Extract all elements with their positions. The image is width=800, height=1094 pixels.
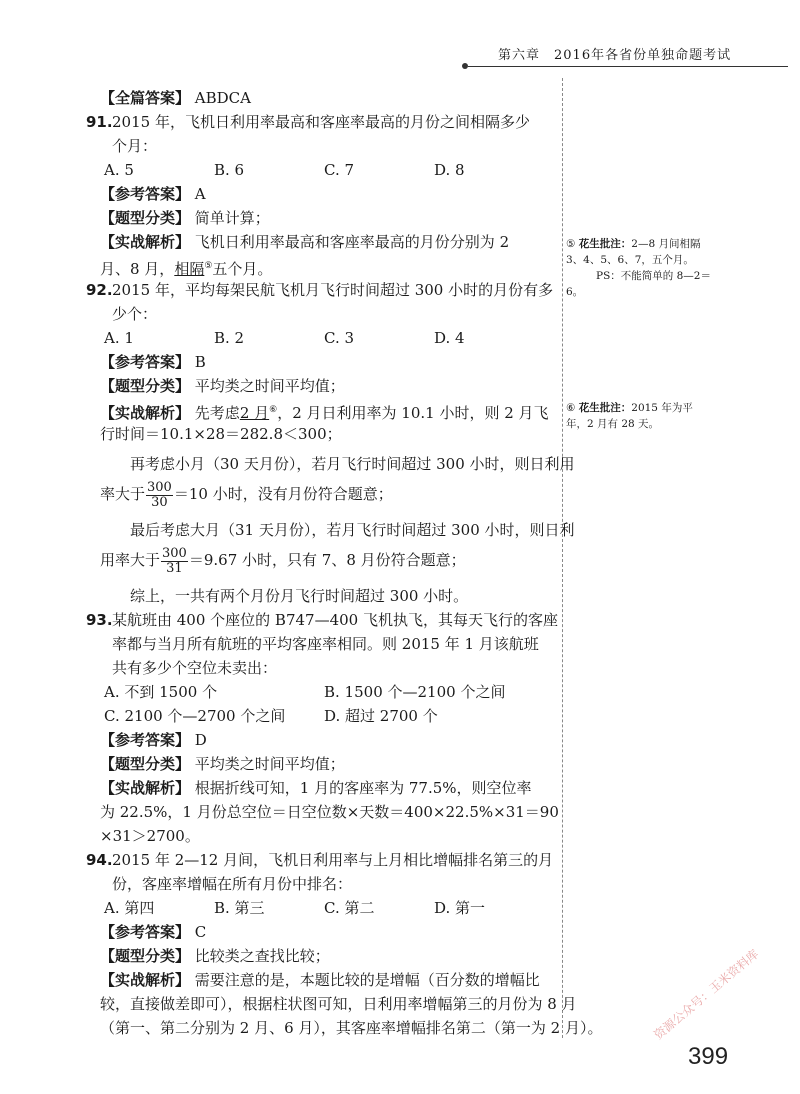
question-text: 少个：	[112, 305, 158, 323]
analysis-text: 根据折线可知，1 月的客座率为 77.5%，则空位率	[194, 779, 532, 797]
option-d: D. 8	[434, 161, 465, 179]
option-d: D. 4	[434, 329, 465, 347]
analysis-text: 飞机日利用率最高和客座率最高的月份分别为 2	[194, 233, 510, 251]
ref-answer-label: 【参考答案】	[100, 353, 191, 371]
option-b: B. 第三	[214, 899, 265, 917]
fraction-denominator: 31	[166, 560, 183, 576]
side-note-6	[566, 400, 726, 432]
type-label: 【题型分类】	[100, 755, 191, 773]
option-c: C. 第二	[324, 899, 375, 917]
analysis-text: 综上，一共有两个月份月飞行时间超过 300 小时。	[130, 587, 469, 605]
analysis-text: 为 22.5%，1 月份总空位＝日空位数×天数＝400×22.5%×31＝90	[100, 803, 559, 821]
side-note-5	[566, 236, 726, 300]
question-text: 2015 年，平均每架民航飞机月飞行时间超过 300 小时的月份有多	[112, 281, 554, 299]
question-text: 共有多少个空位未卖出：	[112, 659, 278, 677]
note-text: 年，2 月有 28 天。	[566, 418, 660, 430]
analysis-text: 先考虑	[194, 404, 240, 422]
options	[100, 158, 550, 182]
options	[100, 896, 550, 920]
column-divider	[562, 78, 563, 1038]
main-column	[86, 86, 603, 1040]
page-number: 399	[688, 1043, 729, 1070]
ref-answer: B	[194, 353, 206, 371]
note-marker: ⑥	[566, 402, 576, 414]
underlined-text: 相隔	[174, 260, 205, 278]
analysis-text: （第一、第二分别为 2 月、6 月），其客座率增幅排名第二（第一为 2 月）。	[100, 1019, 603, 1037]
footnote-marker: ⑥	[269, 405, 278, 415]
note-text: PS：不能简单的 8—2＝	[596, 270, 711, 282]
options	[100, 704, 550, 728]
question-number: 92.	[86, 281, 113, 299]
option-b: B. 2	[214, 329, 245, 347]
option-a: A. 5	[104, 161, 134, 179]
analysis-text: 用率大于	[100, 551, 161, 569]
options	[100, 680, 550, 704]
question-text: 2015 年 2—12 月间，飞机日利用率与上月相比增幅排名第三的月	[112, 851, 554, 869]
header-rule	[468, 66, 788, 67]
note-text: 6。	[566, 286, 584, 298]
type-value: 平均类之时间平均值；	[194, 755, 345, 773]
note-text: 2—8 月间相隔	[631, 238, 701, 250]
analysis-text: ＝9.67 小时，只有 7、8 月份符合题意；	[188, 551, 466, 569]
full-answer	[100, 86, 550, 110]
full-answer-label: 【全篇答案】	[100, 89, 191, 107]
question-text: 个月：	[112, 137, 158, 155]
ref-answer-label: 【参考答案】	[100, 923, 191, 941]
analysis-text: 需要注意的是，本题比较的是增幅（百分数的增幅比	[194, 971, 540, 989]
analysis-text: ＝10 小时，没有月份符合题意；	[173, 485, 393, 503]
option-a: A. 1	[104, 329, 134, 347]
question-text: 率都与当月所有航班的平均客座率相同。则 2015 年 1 月该航班	[112, 635, 539, 653]
option-a: A. 第四	[104, 899, 155, 917]
question-94	[86, 848, 603, 1040]
options	[100, 326, 550, 350]
option-d: D. 第一	[434, 899, 486, 917]
question-93	[86, 608, 559, 848]
type-label: 【题型分类】	[100, 947, 191, 965]
ref-answer: A	[194, 185, 206, 203]
analysis-text: 行时间＝10.1×28＝282.8＜300；	[100, 425, 342, 443]
note-text: 3、4、5、6、7，五个月。	[566, 254, 694, 266]
ref-answer-label: 【参考答案】	[100, 731, 191, 749]
type-value: 简单计算；	[194, 209, 270, 227]
option-b: B. 1500 个—2100 个之间	[324, 683, 506, 701]
fraction	[161, 547, 188, 576]
type-value: 比较类之查找比较；	[194, 947, 330, 965]
option-a: A. 不到 1500 个	[104, 683, 218, 701]
question-92	[86, 278, 575, 608]
question-number: 94.	[86, 851, 113, 869]
ref-answer: D	[194, 731, 207, 749]
question-text: 某航班由 400 个座位的 B747—400 飞机执飞，其每天飞行的客座	[112, 611, 558, 629]
analysis-text: 五个月。	[212, 260, 273, 278]
question-text: 份，客座率增幅在所有月份中排名：	[112, 875, 353, 893]
question-number: 93.	[86, 611, 113, 629]
analysis-text: 月、8 月，	[100, 260, 175, 278]
option-c: C. 7	[324, 161, 355, 179]
note-marker: ⑤	[566, 238, 576, 250]
type-label: 【题型分类】	[100, 377, 191, 395]
question-text: 2015 年，飞机日利用率最高和客座率最高的月份之间相隔多少	[112, 113, 530, 131]
option-c: C. 2100 个—2700 个之间	[104, 707, 286, 725]
analysis-text: 较，直接做差即可），根据柱状图可知，日利用率增幅第三的月份为 8 月	[100, 995, 577, 1013]
option-c: C. 3	[324, 329, 355, 347]
option-b: B. 6	[214, 161, 245, 179]
fraction-numerator: 300	[147, 479, 172, 495]
analysis-text: ，2 月日利用率为 10.1 小时，则 2 月飞	[277, 404, 549, 422]
type-label: 【题型分类】	[100, 209, 191, 227]
fraction	[146, 481, 173, 510]
analysis-text: 再考虑小月（30 天月份），若月飞行时间超过 300 小时，则日利用	[130, 455, 575, 473]
note-label: 花生批注：	[578, 402, 632, 414]
underlined-text: 2 月	[239, 404, 270, 422]
note-label: 花生批注：	[578, 238, 632, 250]
fraction-denominator: 30	[151, 494, 168, 510]
analysis-label: 【实战解析】	[100, 404, 191, 422]
analysis-label: 【实战解析】	[100, 233, 191, 251]
ref-answer-label: 【参考答案】	[100, 185, 191, 203]
analysis-text: 率大于	[100, 485, 146, 503]
analysis-label: 【实战解析】	[100, 779, 191, 797]
ref-answer: C	[194, 923, 207, 941]
option-d: D. 超过 2700 个	[324, 707, 438, 725]
full-answer-value: ABDCA	[194, 89, 251, 107]
analysis-label: 【实战解析】	[100, 971, 191, 989]
type-value: 平均类之时间平均值；	[194, 377, 345, 395]
analysis-text: 最后考虑大月（31 天月份），若月飞行时间超过 300 小时，则日利	[130, 521, 575, 539]
note-text: 2015 年为平	[631, 402, 693, 414]
question-91	[86, 110, 550, 278]
analysis-text: ×31＞2700。	[100, 827, 200, 845]
running-header: 第六章 2016年各省份单独命题考试	[498, 48, 732, 63]
footnote-marker: ⑤	[204, 261, 213, 271]
watermark: 资源公众号：玉米资料库	[651, 946, 762, 1043]
fraction-numerator: 300	[162, 545, 187, 561]
question-number: 91.	[86, 113, 113, 131]
